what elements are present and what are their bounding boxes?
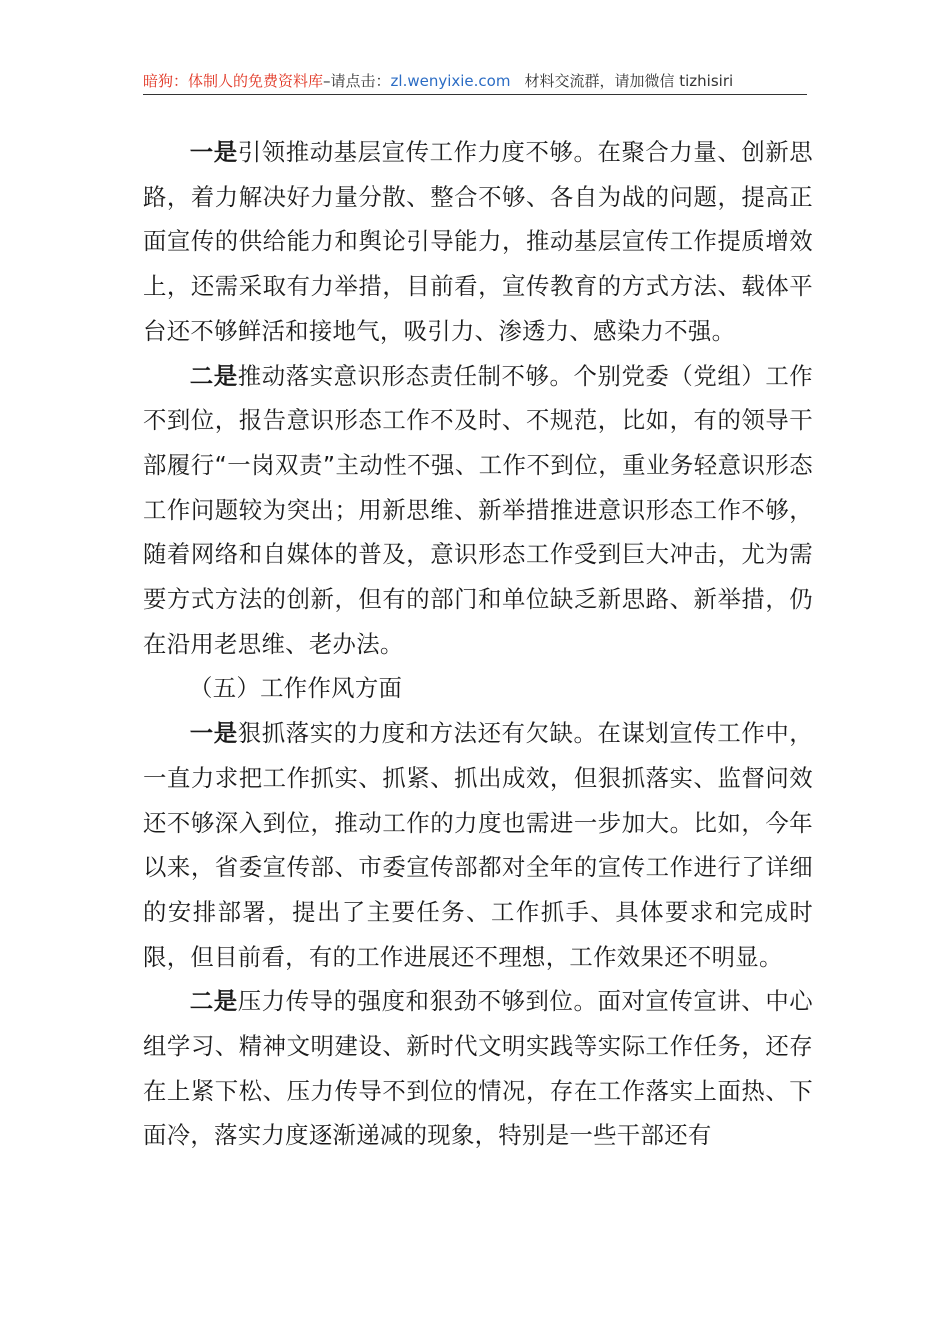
- section-heading: （五）工作作风方面: [189, 674, 403, 703]
- paragraph-4: [143, 979, 813, 1158]
- paragraph-3-lead: 一是: [189, 719, 238, 748]
- page-header: [143, 68, 807, 95]
- paragraph-1-text: 引领推动基层宣传工作力度不够。在聚合力量、创新思路，着力解决好力量分散、整合不够、各自为战的问题，提高正面宣传的供给能力和舆论引导能力，推动基层宣传工作提质增效上，还需采取有力举措，目前看，宣传教育的方式方法、载体平台还不够鲜活和接地气，吸引力、渗透力、感染力不强。: [143, 138, 813, 345]
- header-click-prompt: –请点击：: [323, 72, 391, 90]
- paragraph-2-lead: 二是: [189, 361, 238, 390]
- header-brand: 暗狗：体制人的免费资料库: [143, 72, 324, 90]
- paragraph-4-text: 压力传导的强度和狠劲不够到位。面对宣传宣讲、中心组学习、精神文明建设、新时代文明实践等实际工作任务，还存在上紧下松、压力传导不到位的情况，存在工作落实上面热、下面冷，落实力度逐渐递减的现象，特别是一些干部还有: [143, 987, 813, 1150]
- paragraph-3-text: 狠抓落实的力度和方法还有欠缺。在谋划宣传工作中，一直力求把工作抓实、抓紧、抓出成效，但狠抓落实、监督问效还不够深入到位，推动工作的力度也需进一步加大。比如，今年以来，省委宣传部、市委宣传部都对全年的宣传工作进行了详细的安排部署，提出了主要任务、工作抓手、具体要求和完成时限，但目前看，有的工作进展还不理想，工作效果还不明显。: [143, 719, 813, 971]
- document-body: [143, 130, 813, 1158]
- header-group-text: 材料交流群，请加微信 tizhisiri: [524, 72, 734, 90]
- paragraph-2-text: 推动落实意识形态责任制不够。个别党委（党组）工作不到位，报告意识形态工作不及时、不规范，比如，有的领导干部履行“一岗双责”主动性不强、工作不到位，重业务轻意识形态工作问题较为突出；用新思维、新举措推进意识形态工作不够，随着网络和自媒体的普及，意识形态工作受到巨大冲击，尤为需要方式方法的创新，但有的部门和单位缺乏新思路、新举措，仍在沿用老思维、老办法。: [143, 361, 813, 658]
- paragraph-4-lead: 二是: [189, 987, 238, 1016]
- paragraph-2: [143, 354, 813, 667]
- header-url-link[interactable]: zl.wenyixie.com: [390, 72, 511, 90]
- paragraph-3: [143, 711, 813, 979]
- paragraph-1-lead: 一是: [189, 138, 238, 166]
- paragraph-1: [143, 130, 813, 354]
